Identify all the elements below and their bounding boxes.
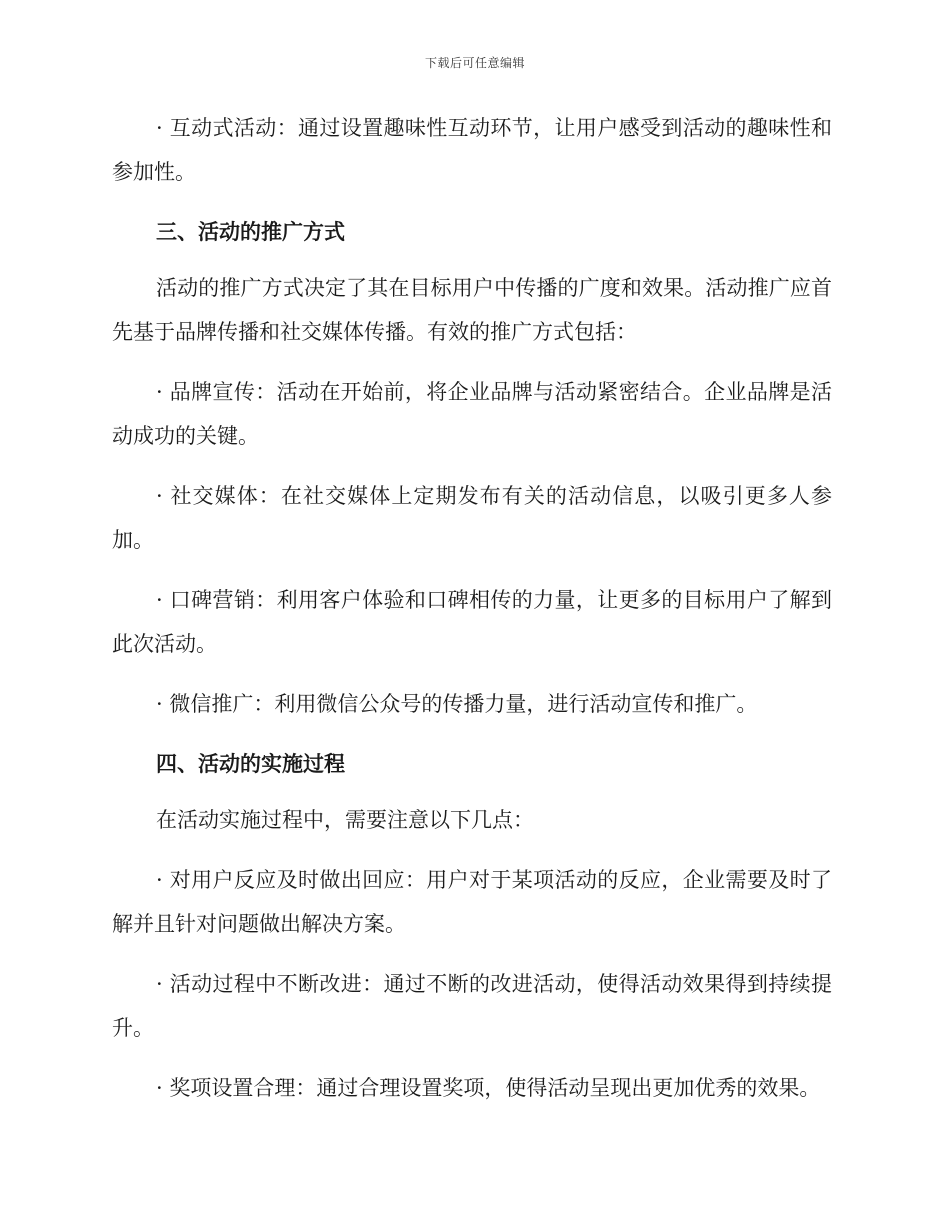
paragraph-wechat-promotion: · 微信推广：利用微信公众号的传播力量，进行活动宣传和推广。 (156, 692, 758, 716)
page-header-note: 下载后可任意编辑 (424, 56, 525, 70)
paragraph-social-media: · 社交媒体：在社交媒体上定期发布有关的活动信息，以吸引更多人参加。 (112, 484, 832, 552)
paragraph-word-of-mouth: · 口碑营销：利用客户体验和口碑相传的力量，让更多的目标用户了解到此次活动。 (112, 588, 832, 656)
document-body (112, 106, 832, 1126)
paragraph-interactive-activity: · 互动式活动：通过设置趣味性互动环节，让用户感受到活动的趣味性和参加性。 (112, 116, 832, 184)
section-heading-promotion: 三、活动的推广方式 (156, 219, 345, 244)
paragraph-award-setting: · 奖项设置合理：通过合理设置奖项，使得活动呈现出更加优秀的效果。 (156, 1076, 821, 1100)
paragraph-user-response: · 对用户反应及时做出回应：用户对于某项活动的反应，企业需要及时了解并且针对问题做出解决方案。 (112, 868, 832, 936)
paragraph-implementation-intro: 在活动实施过程中，需要注意以下几点： (156, 808, 534, 832)
paragraph-brand-promotion: · 品牌宣传：活动在开始前，将企业品牌与活动紧密结合。企业品牌是活动成功的关键。 (112, 380, 832, 448)
paragraph-continuous-improvement: · 活动过程中不断改进：通过不断的改进活动，使得活动效果得到持续提升。 (112, 972, 832, 1040)
paragraph-promotion-intro: 活动的推广方式决定了其在目标用户中传播的广度和效果。活动推广应首先基于品牌传播和社交媒体传播。有效的推广方式包括： (112, 276, 832, 344)
section-heading-implementation: 四、活动的实施过程 (156, 751, 345, 776)
